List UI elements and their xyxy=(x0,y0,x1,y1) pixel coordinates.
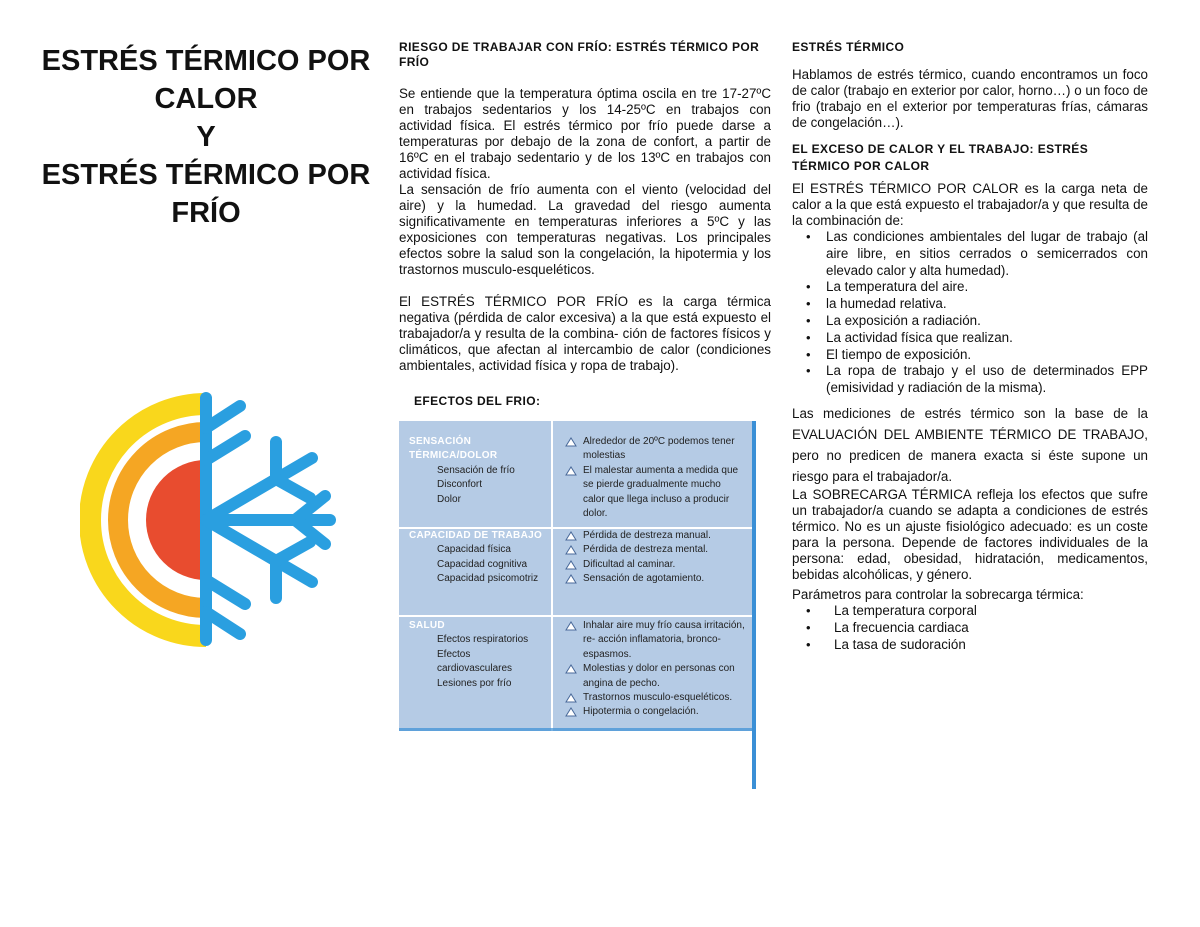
heat-paragraph-3: La SOBRECARGA TÉRMICA refleja los efectos que sufre un trabajador/a cuando se adapta a condiciones de estrés térmico. No es un ajuste fisiológico adecuado: es un coste para la persona. Depende de factores individuales de la persona: edad, obesidad, hidratación, medicamentos, bebidas alcohólicas, y género. xyxy=(792,486,1148,582)
warning-icon xyxy=(565,621,577,631)
cold-risk-heading: RIESGO DE TRABAJAR CON FRÍO: ESTRÉS TÉRMICO POR FRÍO xyxy=(399,40,760,69)
warning-icon xyxy=(565,466,577,476)
effects-sub: Lesiones por frío xyxy=(437,677,512,689)
title-line-3: Y xyxy=(196,121,216,153)
effects-table xyxy=(399,421,752,731)
table-row xyxy=(565,435,745,521)
heat-factors-list xyxy=(792,229,1148,397)
effects-title: EFECTOS DEL FRIO: xyxy=(414,394,541,408)
warning-icon xyxy=(565,693,577,703)
thermal-stress-heading: ESTRÉS TÉRMICO xyxy=(792,40,905,54)
thermal-paragraph-1: Hablamos de estrés térmico, cuando encontramos un foco de calor (trabajo en exterior por calor, horno…) o un foco de frio (trabajo en el exterior por temperaturas frías, cámaras de congelación…). xyxy=(792,67,1148,130)
effects-sub: Efectos cardiovasculares xyxy=(437,648,513,675)
effect-text: Alrededor de 20ºC podemos tener molestias xyxy=(583,436,735,462)
warning-icon xyxy=(565,560,577,570)
table-row xyxy=(565,529,745,587)
heat-paragraph-4: Parámetros para controlar la sobrecarga térmica: xyxy=(792,586,1084,602)
title-line-5: FRÍO xyxy=(171,197,241,229)
title-line-4: ESTRÉS TÉRMICO POR xyxy=(41,159,371,191)
warning-icon xyxy=(565,545,577,555)
heat-paragraph-1: El ESTRÉS TÉRMICO POR CALOR es la carga neta de calor a la que está expuesto el trabajador/a y que resulta de la combinación de: xyxy=(792,181,1148,228)
title-column xyxy=(30,42,382,232)
effect-text: Pérdida de destreza manual. xyxy=(583,530,711,541)
effect-text: Inhalar aire muy frío causa irritación, re- acción inflamatoria, bronco-espasmos. xyxy=(583,620,745,660)
effect-text: Sensación de agotamiento. xyxy=(583,573,705,585)
cold-paragraph-2: La sensación de frío aumenta con el viento (velocidad del aire) y la humedad. La gravedad del riesgo aumenta significativamente en temperaturas inferiores a 5ºC y las exposiciones con temperaturas negativas. Los principales efectos sobre la salud son la congelación, la hipotermia y los trastornos musculo-esqueléticos. xyxy=(399,182,771,277)
effect-text: Trastornos musculo-esqueléticos. xyxy=(583,692,733,704)
list-item: • La ropa de trabajo y el uso de determinados EPP (emisividad y radiación de la misma). xyxy=(792,363,1148,397)
sun-snowflake-icon xyxy=(80,388,380,650)
list-item: • La actividad física que realizan. xyxy=(792,330,1148,347)
effect-text: El malestar aumenta a medida que se pierde gradualmente mucho calor que llega incluso a producir dolor. xyxy=(583,464,739,520)
heat-stress-column xyxy=(792,40,1148,653)
table-divider xyxy=(399,615,752,617)
warning-icon xyxy=(565,531,577,541)
heat-excess-heading: EL EXCESO DE CALOR Y EL TRABAJO: ESTRÉS TÉRMICO POR CALOR xyxy=(792,142,1089,173)
list-item: • La temperatura corporal xyxy=(792,603,1148,620)
table-row xyxy=(565,619,745,720)
effect-text: Dificultad al caminar. xyxy=(583,558,676,570)
warning-icon xyxy=(565,707,577,717)
warning-icon xyxy=(565,437,577,447)
list-item xyxy=(565,705,745,719)
cold-paragraph-1: Se entiende que la temperatura óptima oscila en tre 17-27ºC en trabajos sedentarios y los 14-25ºC en trabajos con actividad física. El estrés térmico por frío puede darse a temperaturas por debajo de la zona de confort, a partir de 16ºC en el trabajo sedentario y de los 13ºC en trabajos con actividad física. xyxy=(399,86,771,181)
list-item: • La frecuencia cardiaca xyxy=(792,620,1148,637)
effects-sub: Sensación de frío xyxy=(437,464,515,476)
table-row xyxy=(409,529,547,587)
list-item xyxy=(565,435,745,464)
list-item: • La tasa de sudoración xyxy=(792,637,1148,654)
effects-sub: Capacidad psicomotriz xyxy=(437,573,539,585)
list-item xyxy=(565,543,745,557)
table-divider xyxy=(551,421,553,731)
effects-category: SALUD xyxy=(409,620,445,631)
effect-text: Molestias y dolor en personas con angina de pecho. xyxy=(583,663,735,689)
list-item: • La exposición a radiación. xyxy=(792,313,1148,330)
fold-line xyxy=(752,421,756,789)
list-item xyxy=(565,662,745,691)
warning-icon xyxy=(565,574,577,584)
cold-paragraph-3: El ESTRÉS TÉRMICO POR FRÍO es la carga térmica negativa (pérdida de calor excesiva) a la que está expuesto el trabajador/a y resulta de la combina- ción de factores físicos y climáticos, que afectan al intercambio de calor (condiciones ambientales, actividad física y ropa de trabajo). xyxy=(399,294,771,373)
params-list xyxy=(792,603,1148,653)
effects-sub: Capacidad física xyxy=(437,544,511,556)
table-row xyxy=(409,435,547,507)
list-item: • la humedad relativa. xyxy=(792,296,1148,313)
cold-stress-column xyxy=(399,40,771,374)
list-item: • La temperatura del aire. xyxy=(792,279,1148,296)
title-line-1: ESTRÉS TÉRMICO POR xyxy=(41,45,371,77)
list-item: • Las condiciones ambientales del lugar de trabajo (al aire libre, en sitios cerrados o semicerrados con elevado calor y alta humedad). xyxy=(792,229,1148,279)
title-line-2: CALOR xyxy=(154,83,258,115)
effects-sub: Dolor xyxy=(437,493,461,505)
list-item xyxy=(565,619,745,662)
heat-paragraph-2: Las mediciones de estrés térmico son la base de la EVALUACIÓN DEL AMBIENTE TÉRMICO DE TRABAJO, pero no predicen de manera exacta si éste supone un riesgo para el trabajador/a. xyxy=(792,405,1148,484)
list-item xyxy=(565,572,745,586)
list-item xyxy=(565,691,745,705)
effects-sub: Capacidad cognitiva xyxy=(437,558,528,570)
effects-category: CAPACIDAD DE TRABAJO xyxy=(409,530,543,541)
page-title xyxy=(30,42,382,232)
warning-icon xyxy=(565,664,577,674)
table-row xyxy=(409,619,547,691)
list-item xyxy=(565,464,745,522)
effects-category: SENSACIÓN TÉRMICA/DOLOR xyxy=(409,436,498,462)
effect-text: Pérdida de destreza mental. xyxy=(583,544,709,556)
effects-sub: Efectos respiratorios xyxy=(437,634,529,646)
list-item xyxy=(565,529,745,543)
effect-text: Hipotermia o congelación. xyxy=(583,706,699,718)
effects-sub: Disconfort xyxy=(437,479,483,491)
list-item xyxy=(565,558,745,572)
list-item: • El tiempo de exposición. xyxy=(792,347,1148,364)
table-bottom-border xyxy=(399,728,752,731)
